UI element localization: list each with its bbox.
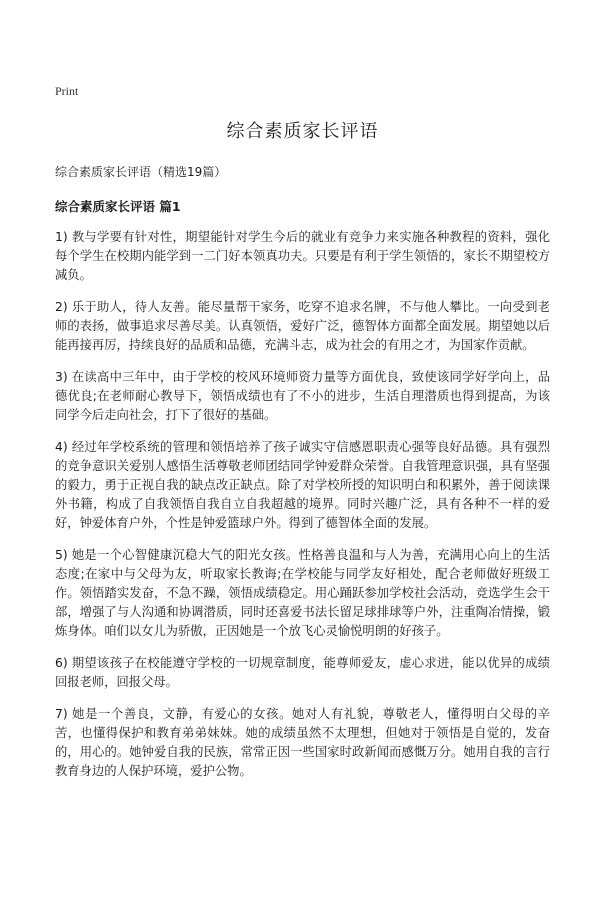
print-label: Print <box>55 84 79 98</box>
paragraph-4: 4) 经过年学校系统的管理和领悟培养了孩子诚实守信感恩职责心强等良好品德。具有强烈的竞争意识关爱别人感悟生活尊敬老师团结同学钟爱群众荣誉。自我管理意识强，具有坚强的毅力，勇于正视自我的缺点改正缺点。除了对学校所授的知识明白和积累外，善于阅读课外书籍，构成了自我领悟自我自立自我超越的境界。同时兴趣广泛，具有各种不一样的爱好，钟爱体育户外，个性是钟爱篮球户外。得到了德智体全面的发展。 <box>55 440 550 530</box>
paragraph-6: 6) 期望该孩子在校能遵守学校的一切规章制度，能尊师爱友，虚心求进，能以优异的成绩回报老师，回报父母。 <box>55 656 550 689</box>
paragraph-5: 5) 她是一个心智健康沉稳大气的阳光女孩。性格善良温和与人为善，充满用心向上的生活态度;在家中与父母为友，听取家长教诲;在学校能与同学友好相处，配合老师做好班级工作。领悟踏实发奋，不急不躁，领悟成绩稳定。用心踊跃参加学校社会活动，竞选学生会干部，增强了与人沟通和协调潜质，同时还喜爱书法长留足球排球等户外，注重陶冶情操，锻炼身体。咱们以女儿为骄傲，正因她是一个放飞心灵愉悦明朗的好孩子。 <box>55 548 550 638</box>
section-heading: 综合素质家长评语 篇1 <box>55 199 181 214</box>
page-title: 综合素质家长评语 <box>226 121 379 142</box>
paragraph-3: 3) 在读高中三年中，由于学校的校风环境师资力量等方面优良，致使该同学好学向上，品德优良;在老师耐心教导下，领悟成绩也有了不小的进步，生活自理潜质也得到提高，为该同学今后走向社会，打下了很好的基础。 <box>55 370 550 422</box>
paragraph-1: 1) 教与学要有针对性，期望能针对学生今后的就业有竞争力来实施各种教程的资料，强化每个学生在校期内能学到一二门好本领真功夫。只要是有利于学生领悟的，家长不期望校方减负。 <box>55 230 550 282</box>
paragraph-7: 7) 她是一个善良，文静，有爱心的女孩。她对人有礼貌，尊敬老人，懂得明白父母的辛苦，也懂得保护和教育弟弟妹妹。她的成绩虽然不太理想，但她对于领悟是自觉的，发奋的，用心的。她钟爱自我的民族，常常正因一些国家时政新闻而感慨万分。她用自我的言行教育身边的人保护环境，爱护公物。 <box>55 707 550 778</box>
paragraph-2: 2) 乐于助人，待人友善。能尽量帮干家务，吃穿不追求名牌，不与他人攀比。一向受到老师的表扬，做事追求尽善尽美。认真领悟，爱好广泛，德智体方面都全面发展。期望她以后能再接再厉，持续良好的品质和品德，充满斗志，成为社会的有用之才，为国家作贡献。 <box>55 300 550 352</box>
document-subtitle: 综合素质家长评语（精选19篇） <box>55 165 227 179</box>
